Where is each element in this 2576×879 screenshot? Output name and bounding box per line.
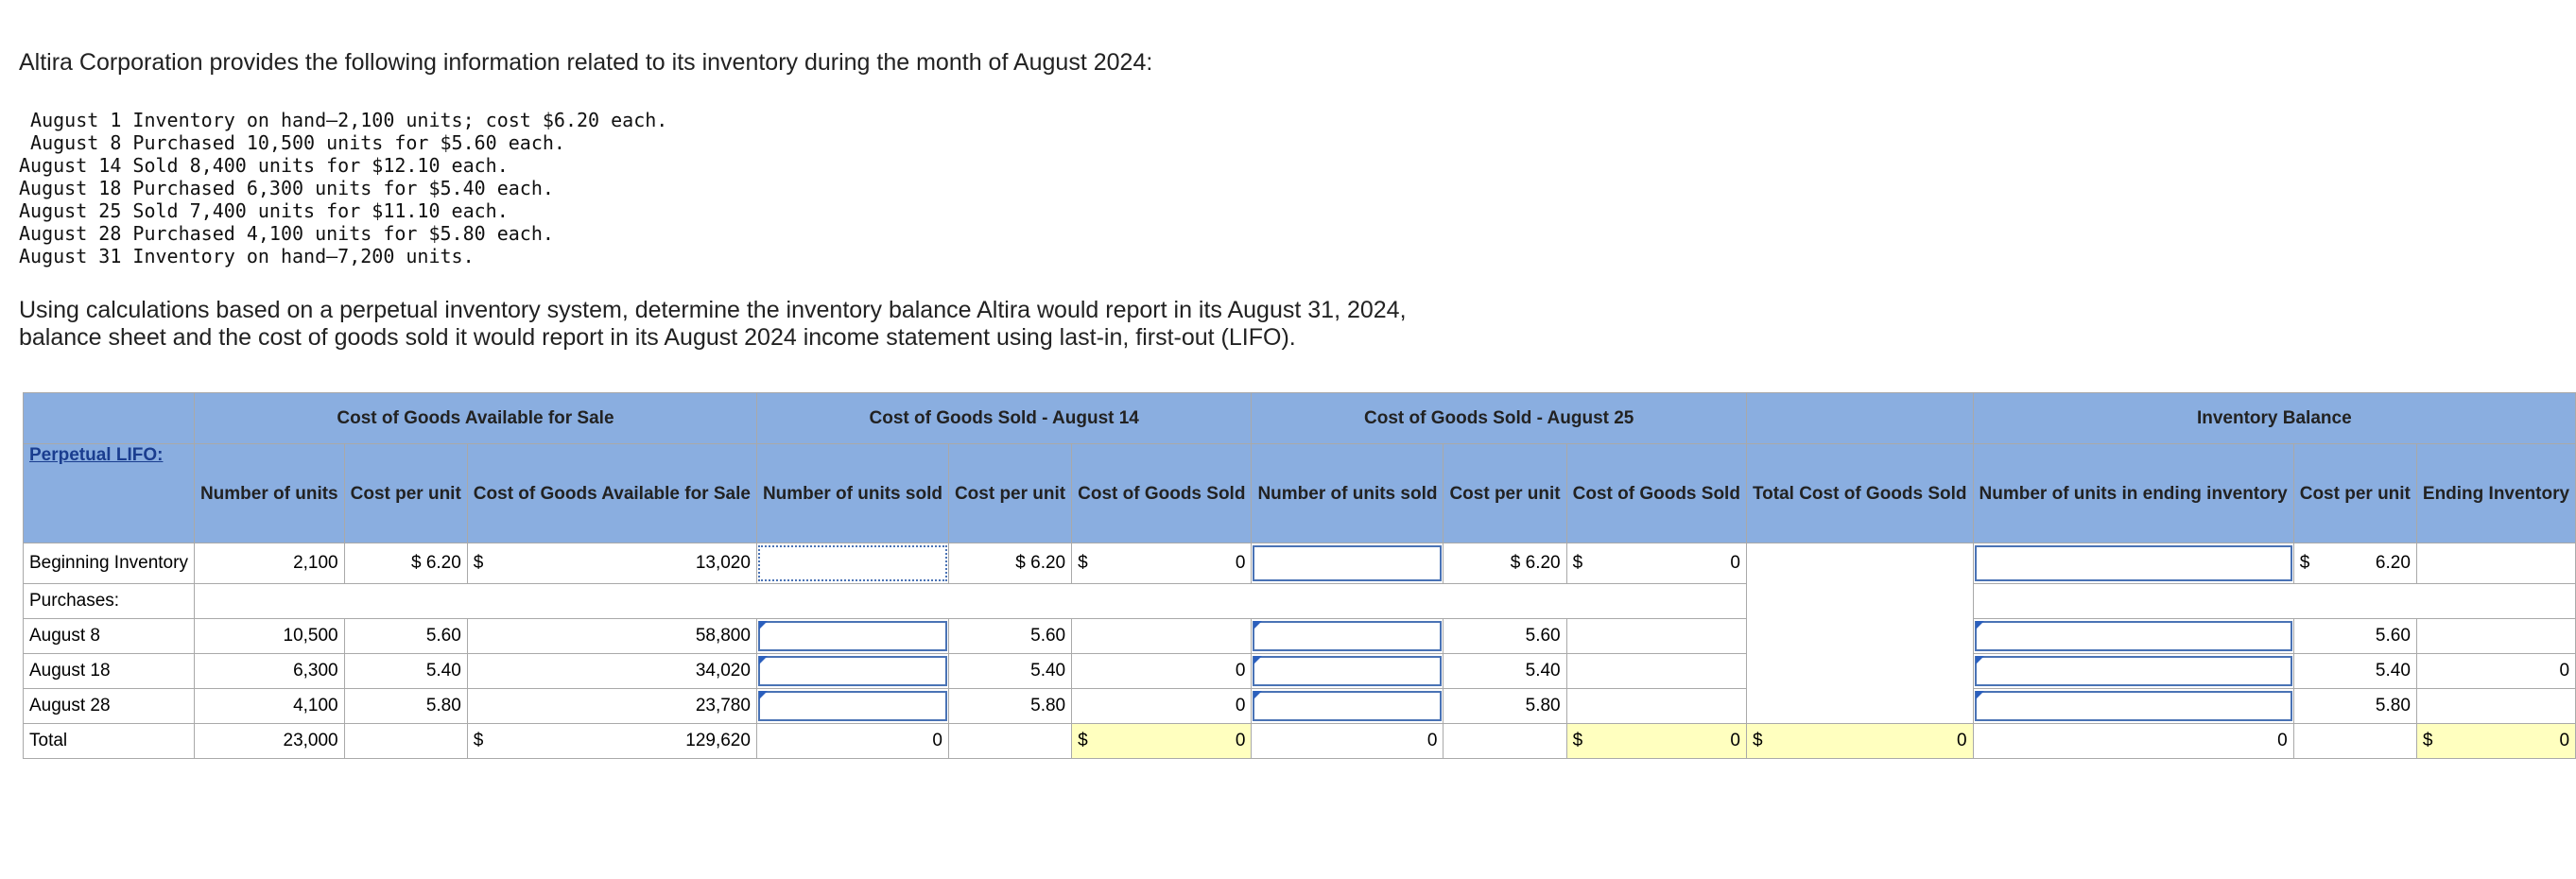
dollar-sign: $ [2299, 553, 2310, 573]
input-box[interactable] [1253, 656, 1442, 686]
dollar-sign: $ [1572, 731, 1583, 750]
col-cost-per-unit-14: Cost per unit [948, 444, 1071, 543]
total-cogs-cell [1746, 724, 1973, 759]
lifo-worksheet-table [23, 392, 2576, 759]
units-ending-input-aug8[interactable] [1973, 619, 2293, 654]
row-label: August 18 [24, 654, 195, 689]
cost25-total-blank [1444, 724, 1566, 759]
ending-units-total-cell: 0 [1973, 724, 2293, 759]
transaction-line: August 8 Purchased 10,500 units for $5.60 each. [19, 131, 565, 154]
transaction-line: August 1 Inventory on hand—2,100 units; cost $6.20 each. [19, 109, 668, 131]
comment-marker-icon [1976, 656, 1984, 664]
header-cogas-group: Cost of Goods Available for Sale [194, 393, 756, 444]
cost25-cell: 5.80 [1444, 689, 1566, 724]
cogs14-cell [1072, 543, 1252, 584]
transaction-line: August 28 Purchased 4,100 units for $5.80 each. [19, 222, 554, 245]
cogas-total-cell [467, 724, 756, 759]
units-sold-25-input-aug28[interactable] [1252, 689, 1444, 724]
comment-marker-icon [1976, 691, 1984, 699]
units-ending-input-beginning[interactable] [1973, 543, 2293, 584]
cogs14-cell [1072, 619, 1252, 654]
input-box[interactable] [1975, 621, 2292, 651]
units-ending-input-aug18[interactable] [1973, 654, 2293, 689]
cost-end-value: 6.20 [2375, 553, 2411, 573]
cogs25-cell [1566, 543, 1746, 584]
transaction-line: August 18 Purchased 6,300 units for $5.40 each. [19, 177, 554, 199]
cogs14-cell: 0 [1072, 654, 1252, 689]
table-row-total [24, 724, 2576, 759]
dollar-sign: $ [1572, 553, 1583, 573]
cost25-cell: 5.60 [1444, 619, 1566, 654]
col-cost-per-unit-ending: Cost per unit [2293, 444, 2416, 543]
units-sold-14-input-aug28[interactable] [756, 689, 948, 724]
col-cogs-25: Cost of Goods Sold [1566, 444, 1746, 543]
comment-marker-icon [759, 621, 768, 629]
cogas-value: 13,020 [695, 553, 751, 573]
col-units-sold-14: Number of units sold [756, 444, 948, 543]
dollar-sign: $ [1078, 553, 1088, 573]
cogs14-value: 0 [1235, 553, 1246, 573]
input-box[interactable] [758, 621, 947, 651]
cost14-cell: $ 6.20 [948, 543, 1071, 584]
cost-end-cell: 5.40 [2293, 654, 2416, 689]
table-row-beginning [24, 543, 2576, 584]
col-units-sold-25: Number of units sold [1252, 444, 1444, 543]
row-label: August 28 [24, 689, 195, 724]
purchases-blank-right [1973, 584, 2576, 619]
row-label: Purchases: [24, 584, 195, 619]
cost-end-cell [2293, 543, 2416, 584]
input-box[interactable] [758, 545, 947, 581]
units-sold-14-input-beginning[interactable] [756, 543, 948, 584]
col-cost-per-unit: Cost per unit [344, 444, 467, 543]
units-sold-14-input-aug8[interactable] [756, 619, 948, 654]
cost14-cell: 5.60 [948, 619, 1071, 654]
input-box[interactable] [1975, 656, 2292, 686]
col-units-ending: Number of units in ending inventory [1973, 444, 2293, 543]
cost14-cell: 5.80 [948, 689, 1071, 724]
ending-cell [2416, 689, 2575, 724]
cogas-cell: 58,800 [467, 619, 756, 654]
cogs25-value: 0 [1730, 553, 1740, 573]
cogs14-total-value: 0 [1235, 731, 1246, 750]
ending-cell [2416, 543, 2575, 584]
units-sold-25-input-beginning[interactable] [1252, 543, 1444, 584]
comment-marker-icon [1253, 621, 1262, 629]
perpetual-lifo-label [24, 444, 195, 543]
sold25-total-cell: 0 [1252, 724, 1444, 759]
header-inventory-balance-group: Inventory Balance [1973, 393, 2576, 444]
group-header-row [24, 393, 2576, 444]
comment-marker-icon [759, 656, 768, 664]
cogs25-cell [1566, 654, 1746, 689]
units-ending-input-aug28[interactable] [1973, 689, 2293, 724]
dollar-sign: $ [1752, 731, 1763, 750]
cost-cell: 5.40 [344, 654, 467, 689]
comment-marker-icon [1976, 621, 1984, 629]
sold14-total-cell: 0 [756, 724, 948, 759]
col-total-cogs: Total Cost of Goods Sold [1746, 444, 1973, 543]
units-cell: 6,300 [194, 654, 344, 689]
input-box[interactable] [1253, 691, 1442, 721]
units-sold-14-input-aug18[interactable] [756, 654, 948, 689]
units-cell: 4,100 [194, 689, 344, 724]
total-cogs-blank [1746, 543, 1973, 724]
transaction-line: August 14 Sold 8,400 units for $12.10 each. [19, 154, 509, 177]
table-row-purchases-label [24, 584, 2576, 619]
transaction-line: August 31 Inventory on hand—7,200 units. [19, 245, 475, 267]
cogs25-cell [1566, 619, 1746, 654]
header-cogs14-group: Cost of Goods Sold - August 14 [756, 393, 1252, 444]
dollar-sign: $ [1078, 731, 1088, 750]
col-ending-inventory: Ending Inventory [2416, 444, 2575, 543]
dollar-sign: $ [473, 553, 484, 573]
input-box[interactable] [758, 691, 947, 721]
question-text: Using calculations based on a perpetual inventory system, determine the inventory balance Altira would report in its August 31, 2024, balance sheet and the cost of goods sold it would report in its August 2024 income statement using last-in, first-out (LIFO). [19, 297, 1407, 351]
row-label: Total [24, 724, 195, 759]
units-sold-25-input-aug8[interactable] [1252, 619, 1444, 654]
ending-cell [2416, 619, 2575, 654]
cogas-cell: 34,020 [467, 654, 756, 689]
comment-marker-icon [759, 691, 768, 699]
ending-inventory-total-value: 0 [2559, 731, 2570, 750]
cost25-cell: $ 6.20 [1444, 543, 1566, 584]
cogas-cell: 23,780 [467, 689, 756, 724]
row-label: August 8 [24, 619, 195, 654]
input-box[interactable] [1975, 691, 2292, 721]
comment-marker-icon [1253, 656, 1262, 664]
cogas-total-value: 129,620 [685, 731, 751, 750]
input-box[interactable] [1253, 545, 1442, 581]
cogs25-cell [1566, 689, 1746, 724]
col-cost-per-unit-25: Cost per unit [1444, 444, 1566, 543]
cogs25-total-cell [1566, 724, 1746, 759]
units-cell: 2,100 [194, 543, 344, 584]
input-box[interactable] [1253, 621, 1442, 651]
dollar-sign: $ [2422, 731, 2433, 750]
ending-inventory-total-cell [2416, 724, 2575, 759]
col-cogs-14: Cost of Goods Sold [1072, 444, 1252, 543]
row-label: Beginning Inventory [24, 543, 195, 584]
input-box[interactable] [1975, 545, 2292, 581]
transactions-list [19, 109, 667, 267]
cogs14-total-cell [1072, 724, 1252, 759]
input-box[interactable] [758, 656, 947, 686]
table-row-aug8 [24, 619, 2576, 654]
cost-cell: 5.80 [344, 689, 467, 724]
cogs25-total-value: 0 [1730, 731, 1740, 750]
header-blank [1746, 393, 1973, 444]
intro-text: Altira Corporation provides the following information related to its inventory during the month of August 2024: [19, 49, 1153, 76]
cogs14-cell: 0 [1072, 689, 1252, 724]
units-sold-25-input-aug18[interactable] [1252, 654, 1444, 689]
units-cell: 10,500 [194, 619, 344, 654]
cost-cell: 5.60 [344, 619, 467, 654]
transaction-line: August 25 Sold 7,400 units for $11.10 each. [19, 199, 509, 222]
ending-cell: 0 [2416, 654, 2575, 689]
col-cogas: Cost of Goods Available for Sale [467, 444, 756, 543]
cogas-cell [467, 543, 756, 584]
units-total-cell: 23,000 [194, 724, 344, 759]
cost-end-cell: 5.60 [2293, 619, 2416, 654]
cost-cell: $ 6.20 [344, 543, 467, 584]
cost14-total-blank [948, 724, 1071, 759]
cost25-cell: 5.40 [1444, 654, 1566, 689]
comment-marker-icon [1253, 691, 1262, 699]
table-row-aug28 [24, 689, 2576, 724]
header-blank [24, 393, 195, 444]
cost14-cell: 5.40 [948, 654, 1071, 689]
dollar-sign: $ [473, 731, 484, 750]
col-number-of-units: Number of units [194, 444, 344, 543]
header-cogs25-group: Cost of Goods Sold - August 25 [1252, 393, 1747, 444]
total-cogs-value: 0 [1956, 731, 1967, 750]
cost-total-blank [344, 724, 467, 759]
table-row-aug18 [24, 654, 2576, 689]
cost-end-cell: 5.80 [2293, 689, 2416, 724]
column-header-row [24, 444, 2576, 543]
purchases-blank [194, 584, 1746, 619]
perpetual-lifo-text: Perpetual LIFO: [29, 445, 164, 465]
cost-end-total-blank [2293, 724, 2416, 759]
